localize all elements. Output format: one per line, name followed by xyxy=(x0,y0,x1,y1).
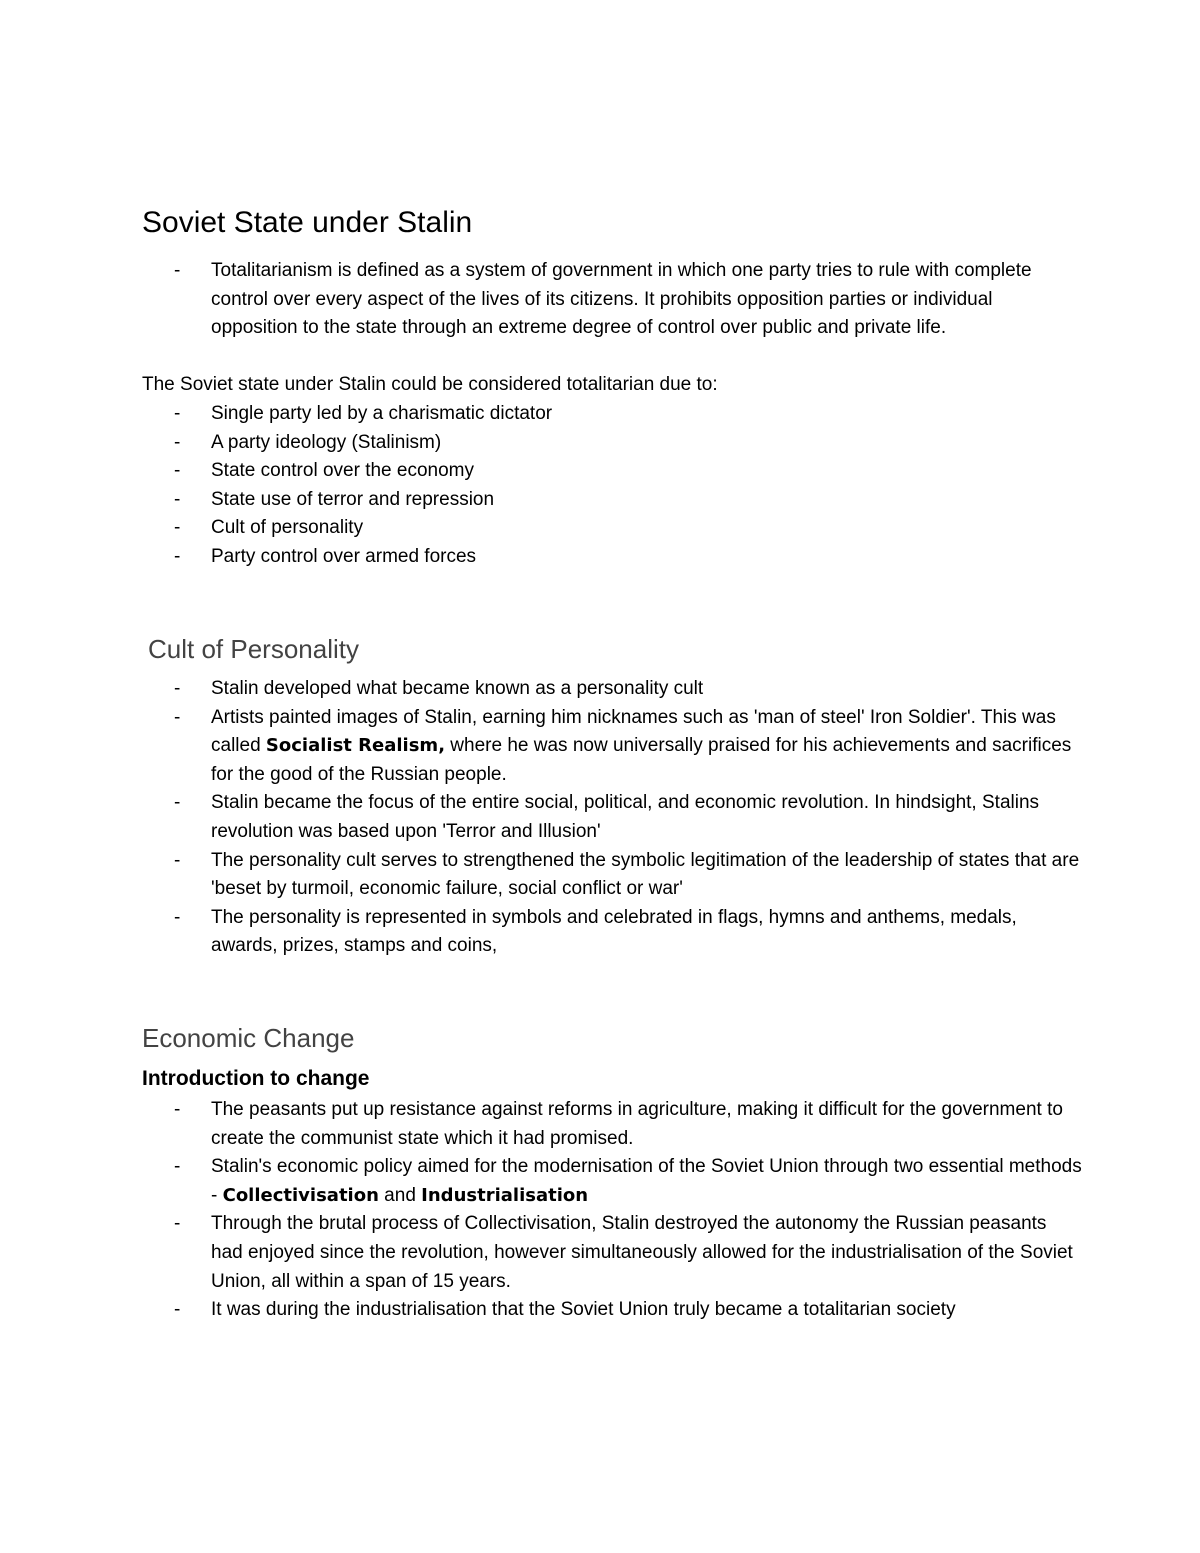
dash-marker: - xyxy=(174,849,181,871)
list-item xyxy=(142,429,1082,458)
economic-item-text: The peasants put up resistance against reforms in agriculture, making it difficult for the government to create the communist state which it had promised. xyxy=(211,1099,1063,1149)
list-item xyxy=(142,514,1082,543)
feature-text: Single party led by a charismatic dictator xyxy=(211,403,553,424)
dash-marker: - xyxy=(174,488,181,510)
cult-item-text-part: Artists painted images of Stalin, earning him nicknames such as 'man of steel' Iron Soldier'. This was called xyxy=(211,706,1056,757)
economic-item-text-part: Stalin's economic policy aimed for the modernisation of the Soviet Union through two essential methods - xyxy=(211,1156,1082,1206)
section-title-economic-change: Economic Change xyxy=(142,1023,355,1053)
cult-item-text-part: where he was now universally praised for his achievements and sacrifices for the good of the Russian people. xyxy=(211,735,1072,785)
dash-marker: - xyxy=(174,431,181,453)
cult-item-text xyxy=(211,707,1071,785)
definition-list xyxy=(142,257,1082,343)
dash-marker: - xyxy=(174,678,181,699)
collectivisation-term: Collectivisation xyxy=(222,1184,379,1206)
list-item xyxy=(142,904,1082,961)
dash-marker: - xyxy=(174,517,181,539)
cult-item-text: Stalin developed what became known as a personality cult xyxy=(211,678,704,699)
feature-text: A party ideology (Stalinism) xyxy=(211,431,442,453)
feature-text: State use of terror and repression xyxy=(211,488,495,510)
economic-item-text xyxy=(211,1156,1082,1206)
dash-marker: - xyxy=(174,403,181,424)
economic-item-text: It was during the industrialisation that the Soviet Union truly became a totalitarian society xyxy=(211,1299,956,1321)
economic-item-text-part: and xyxy=(378,1184,422,1206)
list-item xyxy=(142,789,1082,846)
section-title-soviet-state: Soviet State under Stalin xyxy=(142,206,473,239)
dash-marker: - xyxy=(174,1299,181,1321)
dash-marker: - xyxy=(174,906,181,928)
list-item xyxy=(142,1096,1082,1153)
feature-text: State control over the economy xyxy=(211,460,474,482)
list-item xyxy=(142,1296,1082,1325)
cult-list xyxy=(142,675,1082,961)
socialist-realism-term: Socialist Realism, xyxy=(265,735,446,757)
section-title-cult-of-personality: Cult of Personality xyxy=(148,634,359,664)
list-item xyxy=(142,1210,1082,1296)
economic-item-text: Through the brutal process of Collectivisation, Stalin destroyed the autonomy the Russian peasants had enjoyed since the revolution, however simultaneously allowed for the industrialisation of the Soviet Union, all within a span of 15 years. xyxy=(211,1213,1073,1292)
list-item xyxy=(142,847,1082,904)
dash-marker: - xyxy=(174,545,181,567)
totalitarian-features-list xyxy=(142,400,1082,572)
totalitarianism-definition: Totalitarianism is defined as a system of government in which one party tries to rule with complete control over every aspect of the lives of its citizens. It prohibits opposition parties or individual opposition to the state through an extreme degree of control over public and private life. xyxy=(211,260,1032,339)
list-item xyxy=(142,457,1082,486)
cult-item-text: Stalin became the focus of the entire social, political, and economic revolution. In hindsight, Stalins revolution was based upon 'Terror and Illusion' xyxy=(211,792,1040,842)
dash-marker: - xyxy=(174,1099,181,1120)
dash-marker: - xyxy=(174,792,181,814)
list-item xyxy=(142,704,1082,790)
feature-text: Party control over armed forces xyxy=(211,545,477,567)
dash-marker: - xyxy=(174,1213,181,1235)
subsection-title-introduction: Introduction to change xyxy=(142,1067,370,1090)
dash-marker: - xyxy=(174,460,181,482)
list-item xyxy=(142,400,1082,429)
cult-item-text: The personality cult serves to strengthened the symbolic legitimation of the leadership of states that are 'beset by turmoil, economic failure, social conflict or war' xyxy=(211,849,1080,900)
feature-text: Cult of personality xyxy=(211,517,364,539)
dash-marker: - xyxy=(174,1156,181,1178)
list-item xyxy=(142,675,1082,704)
dash-marker: - xyxy=(174,706,181,728)
list-item xyxy=(142,543,1082,572)
industrialisation-term: Industrialisation xyxy=(421,1184,589,1206)
cult-item-text: The personality is represented in symbols and celebrated in flags, hymns and anthems, medals, awards, prizes, stamps and coins, xyxy=(211,906,1017,957)
list-item xyxy=(142,486,1082,515)
totalitarian-intro: The Soviet state under Stalin could be considered totalitarian due to: xyxy=(142,374,718,395)
economic-list xyxy=(142,1096,1082,1325)
dash-marker: - xyxy=(174,260,181,281)
list-item xyxy=(142,257,1082,343)
list-item xyxy=(142,1153,1082,1210)
